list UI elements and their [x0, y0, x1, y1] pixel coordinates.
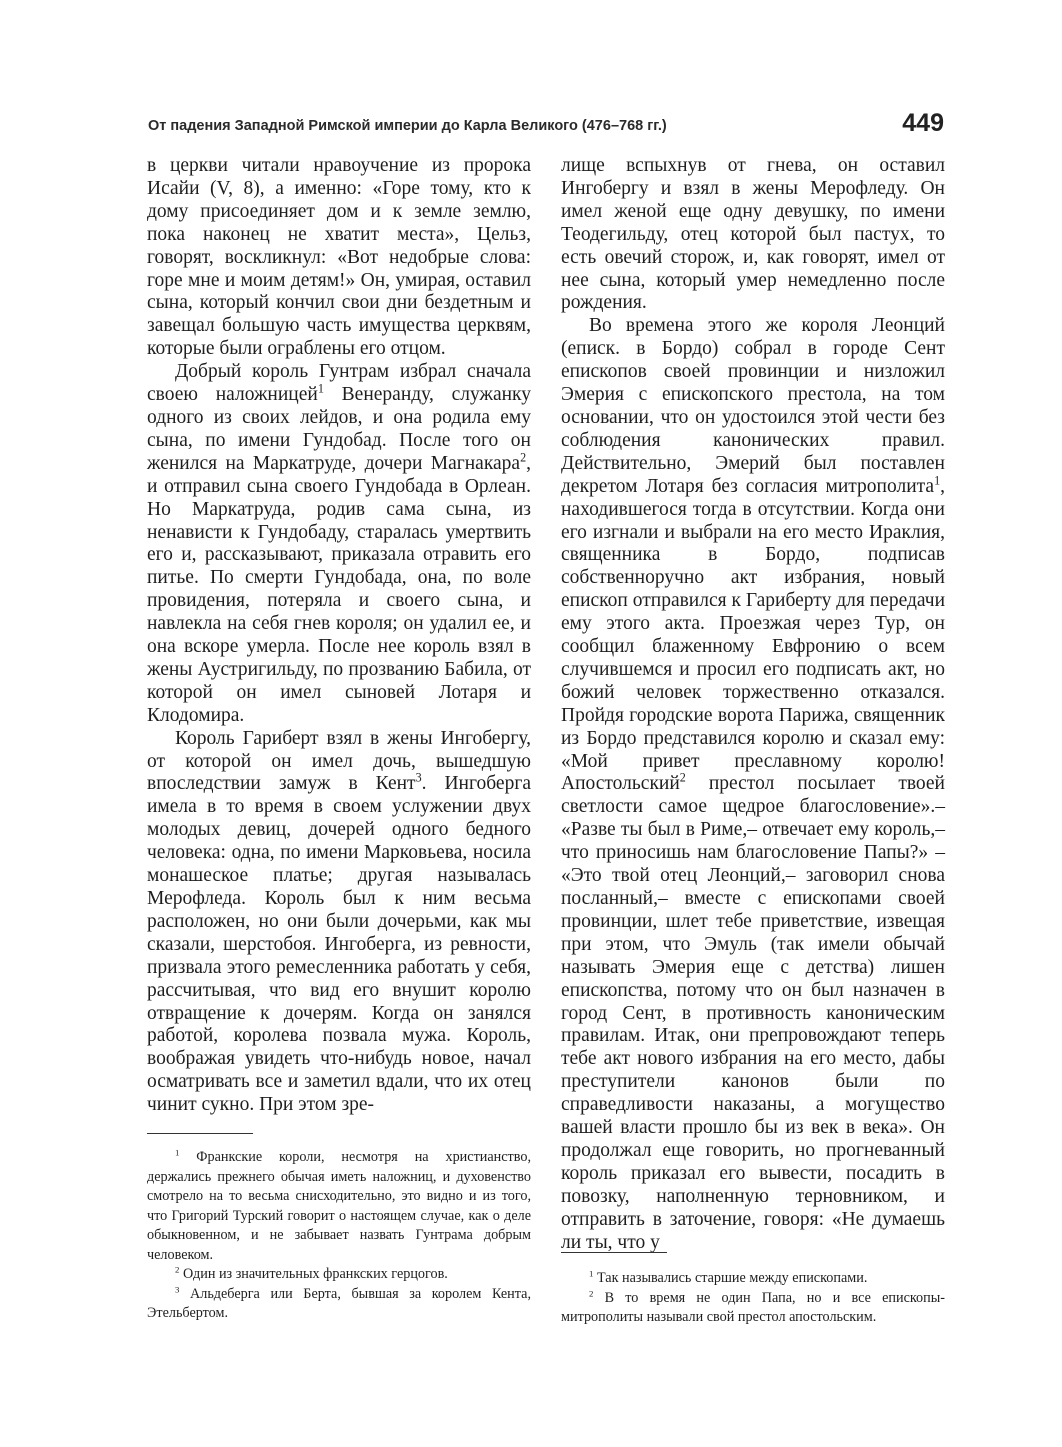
left-column	[147, 155, 531, 1117]
running-header	[148, 109, 944, 142]
paragraph	[561, 315, 945, 1254]
text-run: Во времена этого же короля Леонций (епиcк. в Бордо) собрал в городе Сент епископов своей провинции и низложил Эмерия с епископского престола, на том основании, что он удостоился этой чести без соблюдения канонических правил. Действительно, Эмерий был поставлен декретом Лотаря без согласия митрополита	[561, 315, 945, 497]
footnote-mark: 2	[175, 1264, 180, 1275]
footnote-divider	[561, 1252, 667, 1253]
text-run: , находившегося тогда в отсутствии. Когда они его изгнали и выбрали на его место Ираклия, священника в Бордо, подписав собственноручно акт избрания, новый епископ отправился к Гариберту для передачи ему этого акта. Проезжая через Тур, он сообщил блаженному Евфронию о всем случившемся и просил его подписать акт, но божий человек торжественно отказался. Пройдя городские ворота Парижа, священник из Бордо представился королю и сказал ему: «Мой привет преславному королю! Апостольский	[561, 475, 945, 795]
footnote-text: Один из значительных франкских герцогов.	[179, 1266, 448, 1282]
footnote	[147, 1265, 531, 1285]
paragraph	[147, 361, 531, 728]
footnote	[147, 1148, 531, 1265]
footnote-ref: 1	[317, 381, 324, 396]
text-run: Король Гариберт взял в жены Ингобергу, от которой он имел дочь, вышедшую впоследствии замуж в Кент	[147, 727, 531, 795]
text-run: , и отправил сына своего Гундобада в Орлеан. Но Маркатруда, родив сама сына, из ненависти к Гундобаду, старалась умертвить его и, рассказывают, приказала отравить его питье. По смерти Гундобада, она, по воле провидения, потеряла и своего сына, и навлекла на себя гнев короля; он удалил ее, и она вскоре умерла. После нее король взял в жены Аустригильду, по прозванию Бабила, от которой он имел сыновей Лотаря и Клодомира.	[147, 452, 531, 726]
footnote-mark: 3	[175, 1283, 180, 1294]
text-run: Добрый король Гунтрам избрал сначала своею наложницей	[147, 361, 531, 406]
footnote-divider	[147, 1133, 253, 1134]
footnote-mark: 1	[589, 1268, 594, 1279]
paragraph: лище вспыхнув от гнева, он оставил Ингобергу и взял в жены Мерофледу. Он имел женой еще одну девушку, по имени Теодегильду, отец которой был пастух, то есть овечий сторож, и, как говорят, имел от нее сына, который умер немедленно после рождения.	[561, 155, 945, 314]
footnote-mark: 2	[589, 1287, 594, 1298]
right-footnotes	[561, 1269, 945, 1328]
footnote-ref: 3	[415, 770, 422, 785]
left-footnotes	[147, 1148, 531, 1324]
right-column	[561, 155, 945, 1255]
paragraph: в церкви читали нравоучение из пророка Исайи (V, 8), а именно: «Горе тому, кто к дому присоединяет дом и к земле землю, пока наконец не хватит места», Цельз, говорят, воскликнул: «Вот недобрые слова: горе мне и моим детям!» Он, умирая, оставил сына, который кончил свои дни бездетным и завещал большую часть имущества церквям, которые были ограблены его отцом.	[147, 155, 531, 360]
footnote-ref: 2	[520, 450, 527, 465]
paragraph	[147, 728, 531, 1117]
footnote-text: В то время не один Папа, но и все епископы-митрополиты называли свой престол апостольским.	[561, 1289, 945, 1325]
text-run: престол посылает твоей светлости самое щедрое благословение».– «Разве ты был в Риме,– отвечает ему король,– что приносишь нам благословение Папы?» – «Это твой отец Леонций,– заговорил снова посланный,– вместе с епископами своей провинции, шлет тебе приветствие, извещая при этом, что Эмуль (так имели обычай называть Эмерия еще с детства) лишен епископства, потому что он был назначен в город Сент, в противность каноническим правилам. Итак, они препровождают теперь тебе акт нового избрания на его место, дабы преступители канонов были по справедливости наказаны, а могущество вашей власти прошло бы из век в века». Он продолжал еще говорить, но прогневанный король приказал его вывести, посадить в повозку, наполненную терновником, и отправить в заточение, говоря: «Не думаешь ли ты, что у	[561, 773, 945, 1253]
running-title: От падения Западной Римской империи до Карла Великого (476–768 гг.)	[148, 118, 667, 134]
footnote	[561, 1269, 945, 1289]
text-run: . Ингоберга имела в то время в своем услужении двух молодых девиц, дочерей одного бедного человека: одна, по имени Марковьева, носила монашеское платье; другая называлась Мерофледа. Король был к ним весьма расположен, но они были дочерьми, как мы сказали, шерстобоя. Ингоберга, из ревности, призвала этого ремесленника работать у себя, рассчитывая, что вид его внушит королю отвращение к дочерям. Когда он занялся работой, королева позвала мужа. Король, воображая увидеть что-нибудь новое, начал осматривать все и заметил вдали, что их отец чинит сукно. При этом зре-	[147, 773, 531, 1116]
footnote-ref: 1	[934, 473, 941, 488]
footnote-ref: 2	[679, 770, 686, 785]
footnote	[147, 1285, 531, 1324]
footnote	[561, 1289, 945, 1328]
page-number: 449	[902, 109, 944, 137]
footnote-mark: 1	[175, 1147, 180, 1158]
footnote-text: Франкские короли, несмотря на христианство, держались прежнего обычая иметь наложниц, и духовенство смотрело на то весьма снисходительно, это видно и из того, что Григорий Турский говорит о настоящем случае, как о деле обыкновенном, и не забывает назвать Гунтрама добрым человеком.	[147, 1149, 531, 1263]
footnote-text: Так назывались старшие между епископами.	[593, 1270, 868, 1286]
footnote-text: Альдеберга или Берта, бывшая за королем Кента, Этельбертом.	[147, 1285, 531, 1321]
text-run: Венеранду, служанку одного из своих лейдов, и она родила ему сына, по имени Гундобад. После того он женился на Маркатруде, дочери Магнакара	[147, 384, 531, 474]
